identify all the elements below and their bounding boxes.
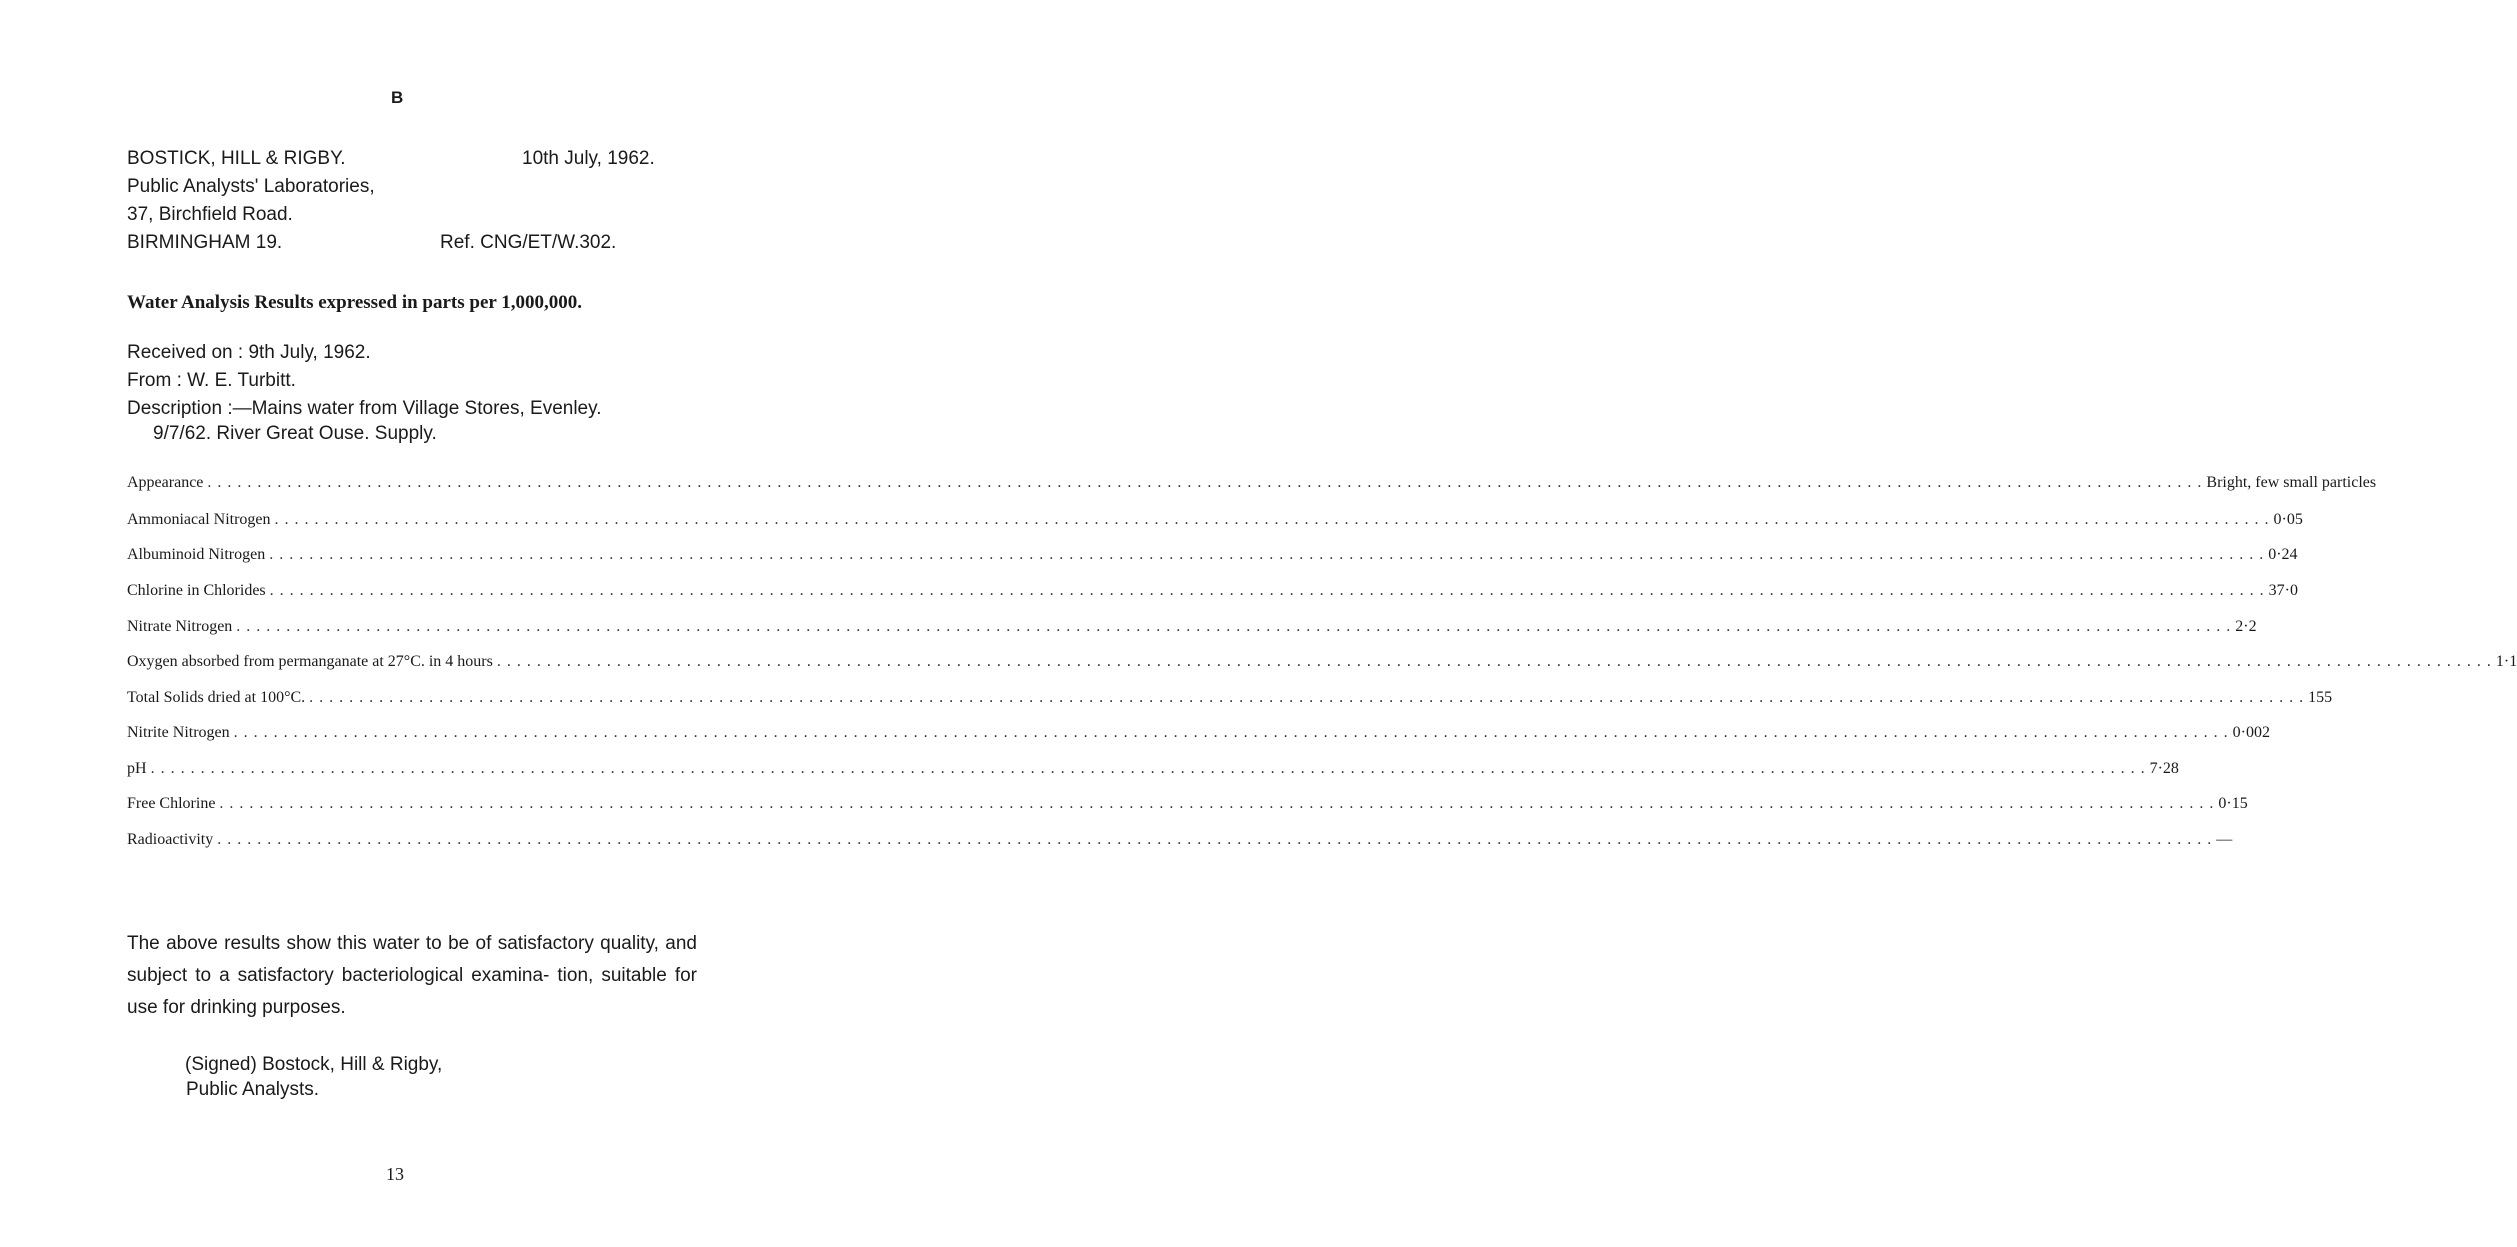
result-label: Ammoniacal Nitrogen [127,511,271,528]
result-value: 37·0 [2268,582,2298,599]
result-row [127,760,2179,784]
result-value: 0·05 [2273,511,2303,528]
received-date: Received on : 9th July, 1962. [127,342,371,363]
result-label: Free Chlorine [127,795,216,812]
result-label: Total Solids dried at 100°C. [127,689,306,706]
result-row [127,831,2233,855]
result-value: 0·15 [2218,795,2248,812]
leader-dots: . . . . . . . . . . . . . . . . . . . . . . . . . . . . . . . . . . . . . . . . . . . . . . . . . . . . . . . . . . . . . . . . . . . . . . . . . . . . . . . . . . . . . . . . . . . . . . . . . . . . . . . . . . . . . . . . . . . . . . . . . . . . . . . . . . . . . . . . . . . . . . . . . . . . . . . . . . . . . . . . . . . . . . . . . . . . . . . . . . . . . . . . . . . . . . . . . . . . . . . . [274,511,2270,528]
result-label: pH [127,760,147,777]
result-value: 7·28 [2149,760,2179,777]
result-label: Chlorine in Chlorides [127,582,266,599]
result-row [127,653,2517,677]
result-label: Oxygen absorbed from permanganate at 27°C. in 4 hours [127,653,493,670]
description-line-2: 9/7/62. River Great Ouse. Supply. [153,423,437,444]
leader-dots: . . . . . . . . . . . . . . . . . . . . . . . . . . . . . . . . . . . . . . . . . . . . . . . . . . . . . . . . . . . . . . . . . . . . . . . . . . . . . . . . . . . . . . . . . . . . . . . . . . . . . . . . . . . . . . . . . . . . . . . . . . . . . . . . . . . . . . . . . . . . . . . . . . . . . . . . . . . . . . . . . . . . . . . . . . . . . . . . . . . . . . . . . . . . . . . . . . . . . . . . [217,831,2213,848]
result-label: Albuminoid Nitrogen [127,546,266,563]
result-row [127,795,2248,819]
result-value: 155 [2308,689,2333,706]
address-line-1: Public Analysts' Laboratories, [127,176,375,197]
result-label: Nitrate Nitrogen [127,618,233,635]
result-label: Radioactivity [127,831,214,848]
result-label: Nitrite Nitrogen [127,724,230,741]
leader-dots: . . . . . . . . . . . . . . . . . . . . . . . . . . . . . . . . . . . . . . . . . . . . . . . . . . . . . . . . . . . . . . . . . . . . . . . . . . . . . . . . . . . . . . . . . . . . . . . . . . . . . . . . . . . . . . . . . . . . . . . . . . . . . . . . . . . . . . . . . . . . . . . . . . . . . . . . . . . . . . . . . . . . . . . . . . . . . . . . . . . . . . . . . . . . . . . . . . . . . . . . [269,582,2265,599]
address-line-2: 37, Birchfield Road. [127,204,293,225]
leader-dots: . . . . . . . . . . . . . . . . . . . . . . . . . . . . . . . . . . . . . . . . . . . . . . . . . . . . . . . . . . . . . . . . . . . . . . . . . . . . . . . . . . . . . . . . . . . . . . . . . . . . . . . . . . . . . . . . . . . . . . . . . . . . . . . . . . . . . . . . . . . . . . . . . . . . . . . . . . . . . . . . . . . . . . . . . . . . . . . . . . . . . . . . . . . . . . . . . . . . . . . . [236,618,2232,635]
result-row [127,511,2303,535]
result-row [127,724,2270,748]
leader-dots: . . . . . . . . . . . . . . . . . . . . . . . . . . . . . . . . . . . . . . . . . . . . . . . . . . . . . . . . . . . . . . . . . . . . . . . . . . . . . . . . . . . . . . . . . . . . . . . . . . . . . . . . . . . . . . . . . . . . . . . . . . . . . . . . . . . . . . . . . . . . . . . . . . . . . . . . . . . . . . . . . . . . . . . . . . . . . . . . . . . . . . . . . . . . . . . . . . . . . . . . [207,474,2203,491]
leader-dots: . . . . . . . . . . . . . . . . . . . . . . . . . . . . . . . . . . . . . . . . . . . . . . . . . . . . . . . . . . . . . . . . . . . . . . . . . . . . . . . . . . . . . . . . . . . . . . . . . . . . . . . . . . . . . . . . . . . . . . . . . . . . . . . . . . . . . . . . . . . . . . . . . . . . . . . . . . . . . . . . . . . . . . . . . . . . . . . . . . . . . . . . . . . . . . . . . . . . . . . . [496,653,2492,670]
result-value: — [2216,831,2233,848]
result-row [127,546,2298,570]
company-name: BOSTICK, HILL & RIGBY. [127,148,346,169]
result-value: Bright, few small particles [2206,474,2377,491]
report-date: 10th July, 1962. [522,148,655,169]
result-label: Appearance [127,474,204,491]
result-row [127,689,2333,713]
result-row [127,618,2257,642]
result-row [127,582,2298,606]
conclusion-paragraph: The above results show this water to be of satisfactory quality, and subject to a satisfactory bacteriological examina- tion, suitable for use for drinking purposes. [127,933,697,1018]
page-marker: B [391,88,404,107]
result-value: 2·2 [2235,618,2257,635]
result-row [127,474,2377,498]
address-city: BIRMINGHAM 19. [127,232,283,253]
leader-dots: . . . . . . . . . . . . . . . . . . . . . . . . . . . . . . . . . . . . . . . . . . . . . . . . . . . . . . . . . . . . . . . . . . . . . . . . . . . . . . . . . . . . . . . . . . . . . . . . . . . . . . . . . . . . . . . . . . . . . . . . . . . . . . . . . . . . . . . . . . . . . . . . . . . . . . . . . . . . . . . . . . . . . . . . . . . . . . . . . . . . . . . . . . . . . . . . . . . . . . . . [269,546,2265,563]
signature-block [185,1052,442,1102]
reference-number: Ref. CNG/ET/W.302. [440,232,617,253]
page-number: 13 [386,1164,404,1184]
signature-line-2: Public Analysts. [186,1079,320,1100]
leader-dots: . . . . . . . . . . . . . . . . . . . . . . . . . . . . . . . . . . . . . . . . . . . . . . . . . . . . . . . . . . . . . . . . . . . . . . . . . . . . . . . . . . . . . . . . . . . . . . . . . . . . . . . . . . . . . . . . . . . . . . . . . . . . . . . . . . . . . . . . . . . . . . . . . . . . . . . . . . . . . . . . . . . . . . . . . . . . . . . . . . . . . . . . . . . . . . . . . . . . . . . . [219,795,2215,812]
leader-dots: . . . . . . . . . . . . . . . . . . . . . . . . . . . . . . . . . . . . . . . . . . . . . . . . . . . . . . . . . . . . . . . . . . . . . . . . . . . . . . . . . . . . . . . . . . . . . . . . . . . . . . . . . . . . . . . . . . . . . . . . . . . . . . . . . . . . . . . . . . . . . . . . . . . . . . . . . . . . . . . . . . . . . . . . . . . . . . . . . . . . . . . . . . . . . . . . . . . . . . . . [150,760,2146,777]
report-title: Water Analysis Results expressed in parts per 1,000,000. [127,292,582,313]
description-line-1: Description :—Mains water from Village Stores, Evenley. [127,398,602,419]
result-value: 0·002 [2232,724,2270,741]
result-value: 1·1 [2495,653,2517,670]
signature-line-1: (Signed) Bostock, Hill & Rigby, [185,1054,443,1075]
leader-dots: . . . . . . . . . . . . . . . . . . . . . . . . . . . . . . . . . . . . . . . . . . . . . . . . . . . . . . . . . . . . . . . . . . . . . . . . . . . . . . . . . . . . . . . . . . . . . . . . . . . . . . . . . . . . . . . . . . . . . . . . . . . . . . . . . . . . . . . . . . . . . . . . . . . . . . . . . . . . . . . . . . . . . . . . . . . . . . . . . . . . . . . . . . . . . . . . . . . . . . . . [309,689,2305,706]
leader-dots: . . . . . . . . . . . . . . . . . . . . . . . . . . . . . . . . . . . . . . . . . . . . . . . . . . . . . . . . . . . . . . . . . . . . . . . . . . . . . . . . . . . . . . . . . . . . . . . . . . . . . . . . . . . . . . . . . . . . . . . . . . . . . . . . . . . . . . . . . . . . . . . . . . . . . . . . . . . . . . . . . . . . . . . . . . . . . . . . . . . . . . . . . . . . . . . . . . . . . . . . [233,724,2229,741]
result-value: 0·24 [2268,546,2298,563]
sender: From : W. E. Turbitt. [127,370,296,391]
